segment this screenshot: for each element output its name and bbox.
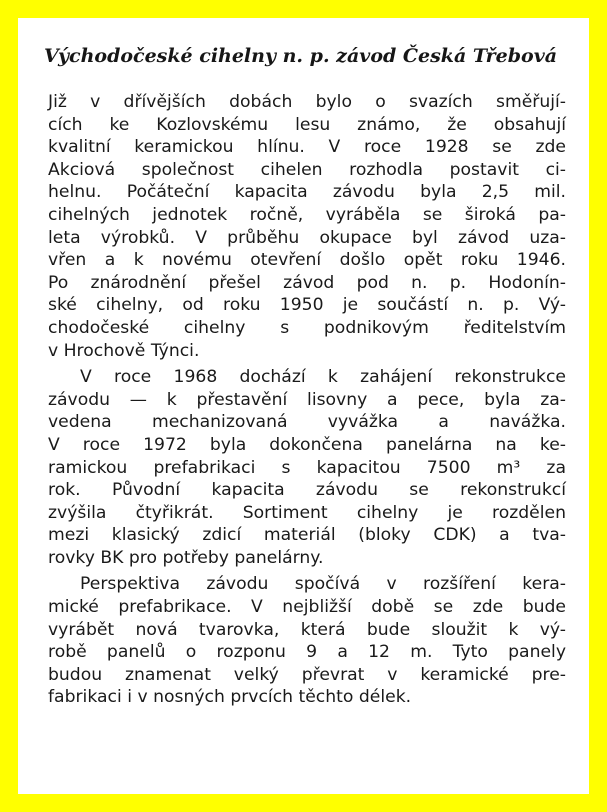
text-line: cích ke Kozlovskému lesu známo, že obsahují: [48, 114, 566, 135]
text-line: rok. Původní kapacita závodu se rekonstrukcí: [48, 480, 566, 501]
text-line: leta výrobků. V průběhu okupace byl závod uza-: [48, 227, 566, 248]
paragraph-3: [48, 573, 566, 709]
text-line: závodu — k přestavění lisovny a pece, byla za-: [48, 389, 566, 410]
text-line: V roce 1972 byla dokončena panelárna na ke-: [48, 434, 566, 455]
text-line: chodočeské cihelny s podnikovým ředitelstvím: [48, 317, 566, 338]
text-line: Již v dřívějších dobách bylo o svazích směřují-: [48, 92, 566, 112]
text-line: fabrikaci i v nosných prvcích těchto délek.: [48, 687, 412, 708]
text-line: Po znárodnění přešel závod pod n. p. Hodonín-: [48, 272, 566, 293]
text-line: robě panelů o rozponu 9 a 12 m. Tyto panely: [48, 642, 566, 663]
text-line: helnu. Počáteční kapacita závodu byla 2,5 mil.: [48, 182, 566, 203]
text-line: rovky BK pro potřeby panelárny.: [48, 547, 324, 568]
text-line: Akciová společnost cihelen rozhodla postavit ci-: [48, 159, 566, 180]
text-line: budou znamenat velký převrat v keramické pre-: [48, 664, 566, 685]
text-line: v Hrochově Týnci.: [48, 340, 200, 361]
text-line: vřen a k novému otevření došlo opět roku 1946.: [48, 250, 566, 271]
text-line: mické prefabrikace. V nejbližší době se zde bude: [48, 597, 566, 618]
text-line: zvýšila čtyřikrát. Sortiment cihelny je rozdělen: [48, 502, 566, 523]
text-line: ramickou prefabrikaci s kapacitou 7500 m³ za: [48, 457, 566, 478]
paragraph-1: [48, 91, 566, 362]
text-line: Perspektiva závodu spočívá v rozšíření kera-: [80, 574, 566, 595]
text-line: ské cihelny, od roku 1950 je součástí n. p. Vý-: [48, 295, 566, 316]
text-line: mezi klasický zdicí materiál (bloky CDK) a tva-: [48, 525, 566, 546]
text-line: vedena mechanizovaná vyvážka a navážka.: [48, 412, 566, 433]
paragraph-2: [48, 366, 566, 569]
text-line: V roce 1968 dochází k zahájení rekonstrukce: [80, 367, 566, 388]
text-line: kvalitní keramickou hlínu. V roce 1928 se zde: [48, 137, 566, 158]
article-body: [48, 91, 566, 709]
article-title: Východočeské cihelny n. p. závod Česká Třebová: [44, 45, 558, 67]
text-line: cihelných jednotek ročně, vyráběla se široká pa-: [48, 204, 566, 225]
text-line: vyrábět nová tvarovka, která bude sloužit k vý-: [48, 619, 566, 640]
article-page: [18, 18, 589, 794]
